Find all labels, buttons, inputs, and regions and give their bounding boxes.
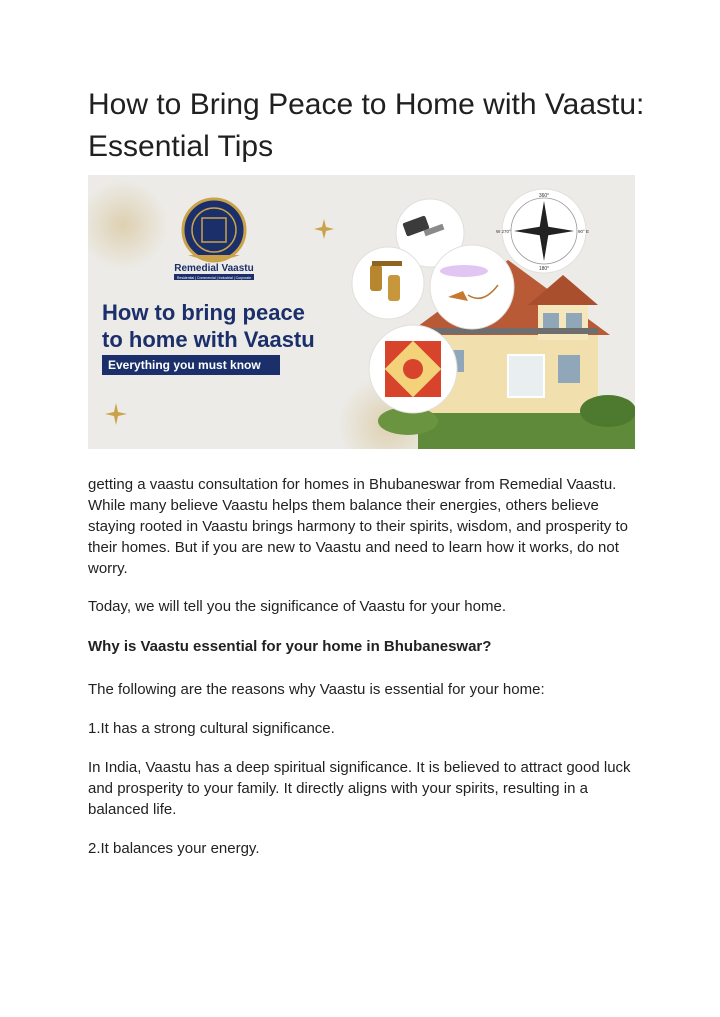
cultural-significance-paragraph: In India, Vaastu has a deep spiritual significance. It is believed to attract good luck and prosperity to your family. It directly aligns with your spirits, resulting in a balanced life. bbox=[88, 759, 631, 818]
compass-west-label: W 270° bbox=[496, 229, 511, 234]
compass-north-label: 360° bbox=[538, 193, 550, 199]
compass-east-label: 90° E bbox=[578, 229, 590, 234]
list-item-1: 1.It has a strong cultural significance. bbox=[88, 720, 335, 737]
banner-headline-line2: to home with Vaastu bbox=[102, 327, 315, 352]
compass-south-label: 180° bbox=[538, 266, 550, 272]
article-banner-image bbox=[88, 175, 635, 449]
crystal-pendulum-product-image bbox=[430, 245, 514, 329]
section-heading: Why is Vaastu essential for your home in Bhubaneswar? bbox=[88, 638, 492, 655]
significance-paragraph: Today, we will tell you the significance of Vaastu for your home. bbox=[88, 598, 506, 615]
reasons-intro-paragraph: The following are the reasons why Vaastu is essential for your home: bbox=[88, 681, 545, 698]
banner-brand-name: Remedial Vaastu bbox=[174, 263, 254, 274]
brass-bells-product-image bbox=[352, 247, 424, 319]
vaastu-yantra-product-image bbox=[369, 325, 457, 413]
banner-headline-line1: How to bring peace bbox=[102, 300, 305, 325]
intro-paragraph: getting a vaastu consultation for homes in Bhubaneswar from Remedial Vaastu. While many believe Vaastu helps them balance their energies, others believe staying rooted in Vaastu brings harmony to their spirits, wisdom, and prosperity to their homes. But if you are new to Vaastu and need to learn how it works, do not worry. bbox=[88, 476, 628, 577]
banner-brand-tagline: Residential | Commercial | Industrial | Corporate bbox=[176, 276, 252, 280]
list-item-2: 2.It balances your energy. bbox=[88, 840, 260, 857]
banner-subheadline: Everything you must know bbox=[108, 358, 261, 372]
article-title: How to Bring Peace to Home with Vaastu: Essential Tips bbox=[88, 88, 645, 163]
